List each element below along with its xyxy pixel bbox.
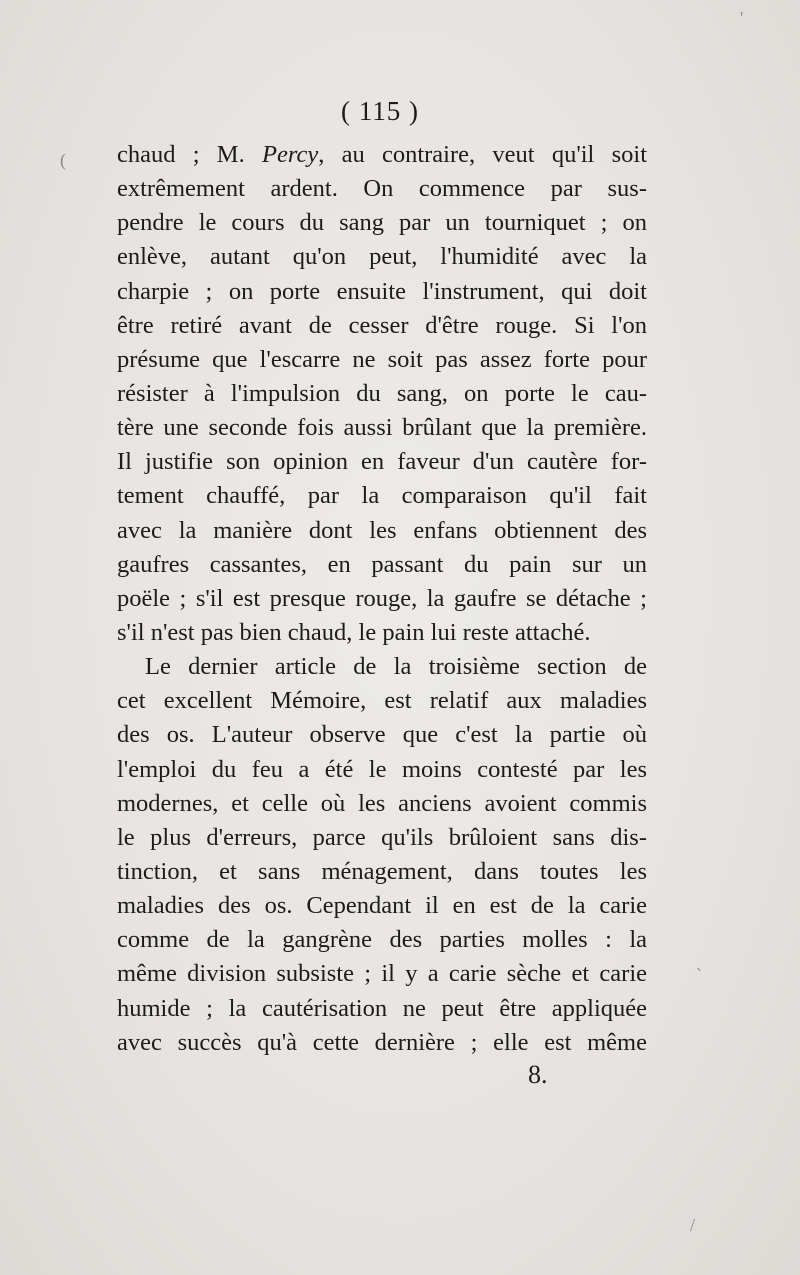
text-line: maladies des os. Cependant il en est de la carie (117, 892, 647, 920)
text-line: chaud ; M. Percy, au contraire, veut qu'il soit (117, 141, 647, 168)
page-number: ( 115 ) (341, 96, 419, 126)
body-text (117, 138, 647, 1060)
signature-mark: 8. (528, 1060, 548, 1089)
text-line: avec succès qu'à cette dernière ; elle est même (117, 1028, 647, 1056)
text-line: comme de la gangrène des parties molles : la (117, 926, 647, 954)
text-line: être retiré avant de cesser d'être rouge. Si l'on (117, 311, 647, 339)
text-line: Il justifie son opinion en faveur d'un cautère for- (117, 448, 647, 476)
paper-speck: ` (696, 965, 702, 985)
text-line: tère une seconde fois aussi brûlant que la première. (117, 414, 647, 442)
text-line: résister à l'impulsion du sang, on porte le cau- (117, 379, 647, 407)
text-line: cet excellent Mémoire, est relatif aux maladies (117, 687, 647, 715)
text-line: enlève, autant qu'on peut, l'humidité avec la (117, 243, 647, 271)
text-line: extrêmement ardent. On commence par sus- (117, 175, 647, 203)
text-line: tement chauffé, par la comparaison qu'il fait (117, 482, 647, 510)
text-line: poële ; s'il est presque rouge, la gaufre se détache ; (117, 584, 647, 612)
text-line: gaufres cassantes, en passant du pain sur un (117, 550, 647, 578)
paragraph-end-line: s'il n'est pas bien chaud, le pain lui reste attaché. (117, 618, 591, 646)
paragraph-start-line: Le dernier article de la troisième section de (145, 653, 647, 681)
text-line: des os. L'auteur observe que c'est la partie où (117, 721, 647, 749)
text-line: le plus d'erreurs, parce qu'ils brûloient sans dis- (117, 823, 647, 851)
text-line: l'emploi du feu a été le moins contesté par les (117, 755, 647, 783)
text-line: présume que l'escarre ne soit pas assez forte pour (117, 345, 647, 373)
text-line: modernes, et celle où les anciens avoient commis (117, 789, 647, 817)
paper-speck: ' (740, 8, 744, 28)
text-line: humide ; la cautérisation ne peut être appliquée (117, 994, 647, 1022)
author-name-italic: Percy (261, 141, 319, 168)
text-line: avec la manière dont les enfans obtiennent des (117, 516, 647, 544)
text-line: tinction, et sans ménagement, dans toutes les (117, 857, 647, 885)
paper-speck: ( (60, 150, 66, 170)
text-line: charpie ; on porte ensuite l'instrument, qui doit (117, 277, 647, 305)
text-line: même division subsiste ; il y a carie sèche et carie (117, 960, 647, 988)
text-line: pendre le cours du sang par un tourniquet ; on (117, 209, 647, 237)
paper-speck: / (690, 1215, 696, 1235)
